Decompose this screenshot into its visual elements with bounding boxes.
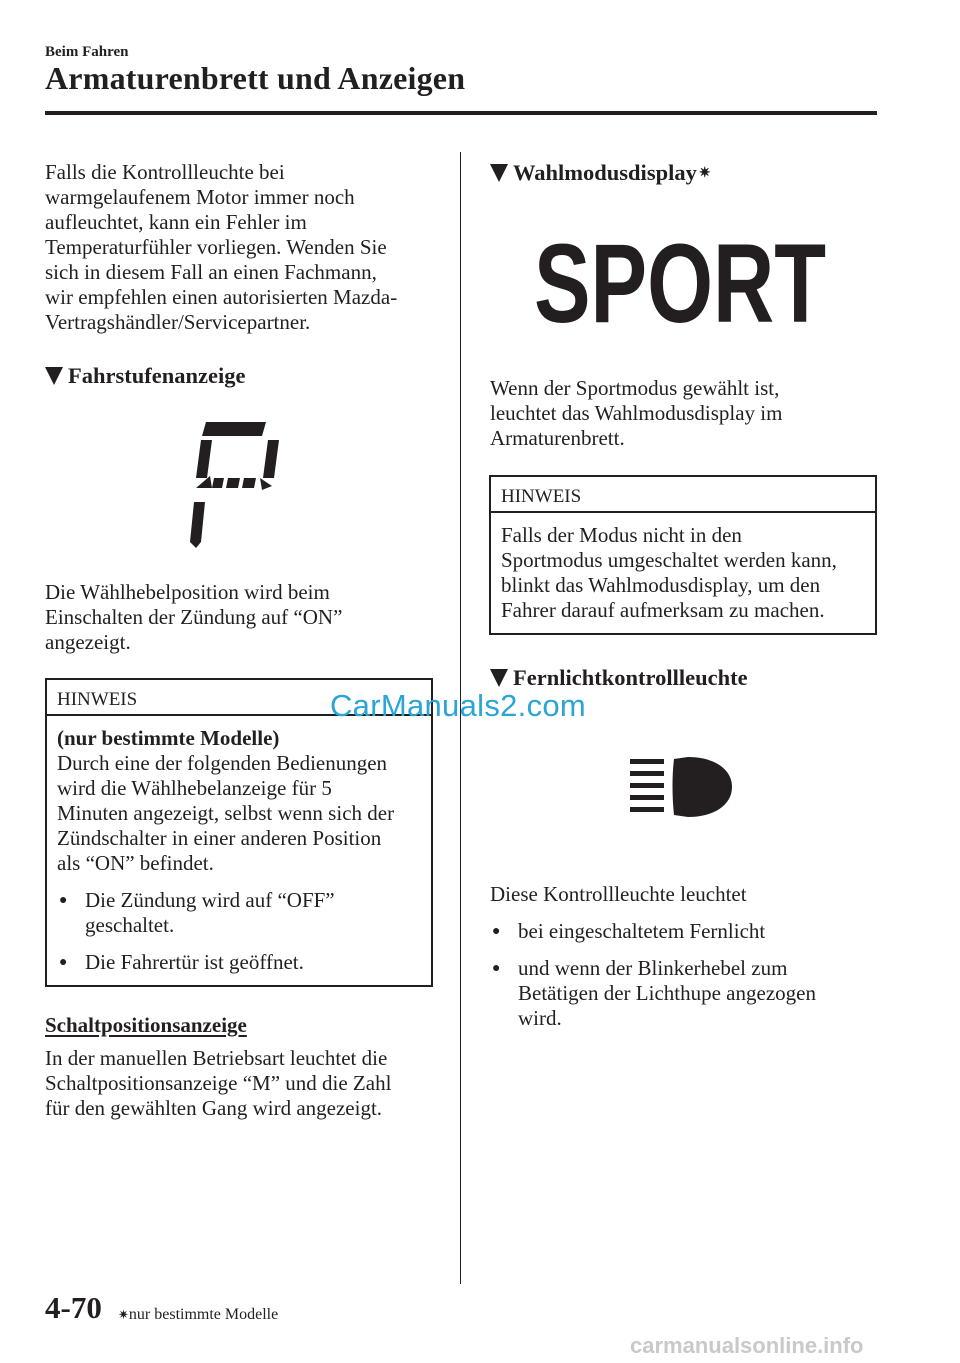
list-item-text: Die Fahrertür ist geöffnet.: [85, 949, 304, 974]
highbeam-list: [490, 907, 870, 1031]
sport-description: Wenn der Sportmodus gewählt ist, leuchtet das Wahlmodusdisplay im Armaturenbrett.: [490, 376, 783, 450]
shift-position-p-icon: [188, 418, 288, 552]
list-item: [57, 950, 421, 975]
header-rule: [45, 111, 877, 115]
list-item-text: bei eingeschaltetem Fernlicht: [518, 919, 766, 943]
note-text: Falls der Modus nicht in den Sportmodus umgeschaltet werden kann, blinkt das Wahlmodusdisplay, um den Fahrer darauf aufmerksam zu machen.: [501, 522, 837, 622]
triangle-marker-icon: [45, 367, 63, 385]
subheading-schaltpositionsanzeige: Schaltpositionsanzeige: [45, 1013, 247, 1037]
list-item-text: Die Zündung wird auf “OFF” geschaltet.: [85, 887, 335, 937]
star-icon: ✷: [698, 165, 711, 181]
section-label: Beim Fahren: [45, 44, 129, 60]
heading-text: Wahlmodusdisplay: [513, 160, 697, 185]
bullet-icon: ●: [59, 954, 68, 970]
triangle-marker-icon: [490, 164, 508, 182]
bullet-icon: ●: [492, 961, 501, 976]
bullet-icon: ●: [492, 924, 501, 939]
page-title: Armaturenbrett und Anzeigen: [45, 60, 466, 96]
bullet-icon: ●: [59, 892, 68, 908]
footer-watermark[interactable]: carmanualsonline.info: [630, 1333, 864, 1358]
list-item: [490, 956, 870, 1031]
triangle-marker-icon: [490, 669, 508, 687]
heading-text: Fahrstufenanzeige: [68, 363, 246, 388]
heading-wahlmodusdisplay: [490, 160, 711, 186]
note-text: Durch eine der folgenden Bedienungen wird die Wählhebelanzeige für 5 Minuten angezeigt, selbst wenn sich der Zündschalter in einer anderen Position als “ON” befindet.: [57, 750, 395, 875]
note-title: HINWEIS: [57, 689, 138, 710]
page-number: 4-70: [45, 1290, 102, 1325]
footnote: [118, 1306, 278, 1324]
schalt-description: In der manuellen Betriebsart leuchtet die Schaltpositionsanzeige “M” und die Zahl für den gewählten Gang wird angezeigt.: [45, 1046, 392, 1120]
note-title: HINWEIS: [501, 486, 582, 507]
list-item: [57, 888, 421, 938]
shift-description: Die Wählhebelposition wird beim Einschalten der Zündung auf “ON” angezeigt.: [45, 580, 343, 654]
list-item: [490, 919, 870, 944]
high-beam-icon: [628, 755, 734, 821]
heading-text: Fernlichtkontrollleuchte: [513, 665, 748, 690]
list-item-text: und wenn der Blinkerhebel zum Betätigen der Lichthupe angezogen wird.: [518, 956, 816, 1030]
watermark-logo[interactable]: CarManuals2.com: [330, 688, 587, 723]
sport-display-text: SPORT: [534, 221, 826, 346]
star-icon: ✷: [118, 1307, 129, 1322]
note-box-left: [45, 678, 433, 987]
highbeam-description: Diese Kontrollleuchte leuchtet: [490, 882, 747, 906]
note-box-right: [489, 475, 877, 635]
sport-mode-display-icon: [530, 221, 830, 346]
heading-fahrstufenanzeige: [45, 363, 245, 389]
intro-paragraph: Falls die Kontrollleuchte bei warmgelaufenem Motor immer noch aufleuchtet, kann ein Fehler im Temperaturfühler vorliegen. Wenden Sie sich in diesem Fall an einen Fachmann, wir empfehlen einen autorisierten Mazda- Vertragshändler/Servicepartner.: [45, 160, 398, 334]
footnote-text: nur bestimmte Modelle: [128, 1306, 279, 1323]
note-bold-line: (nur bestimmte Modelle): [57, 725, 280, 750]
